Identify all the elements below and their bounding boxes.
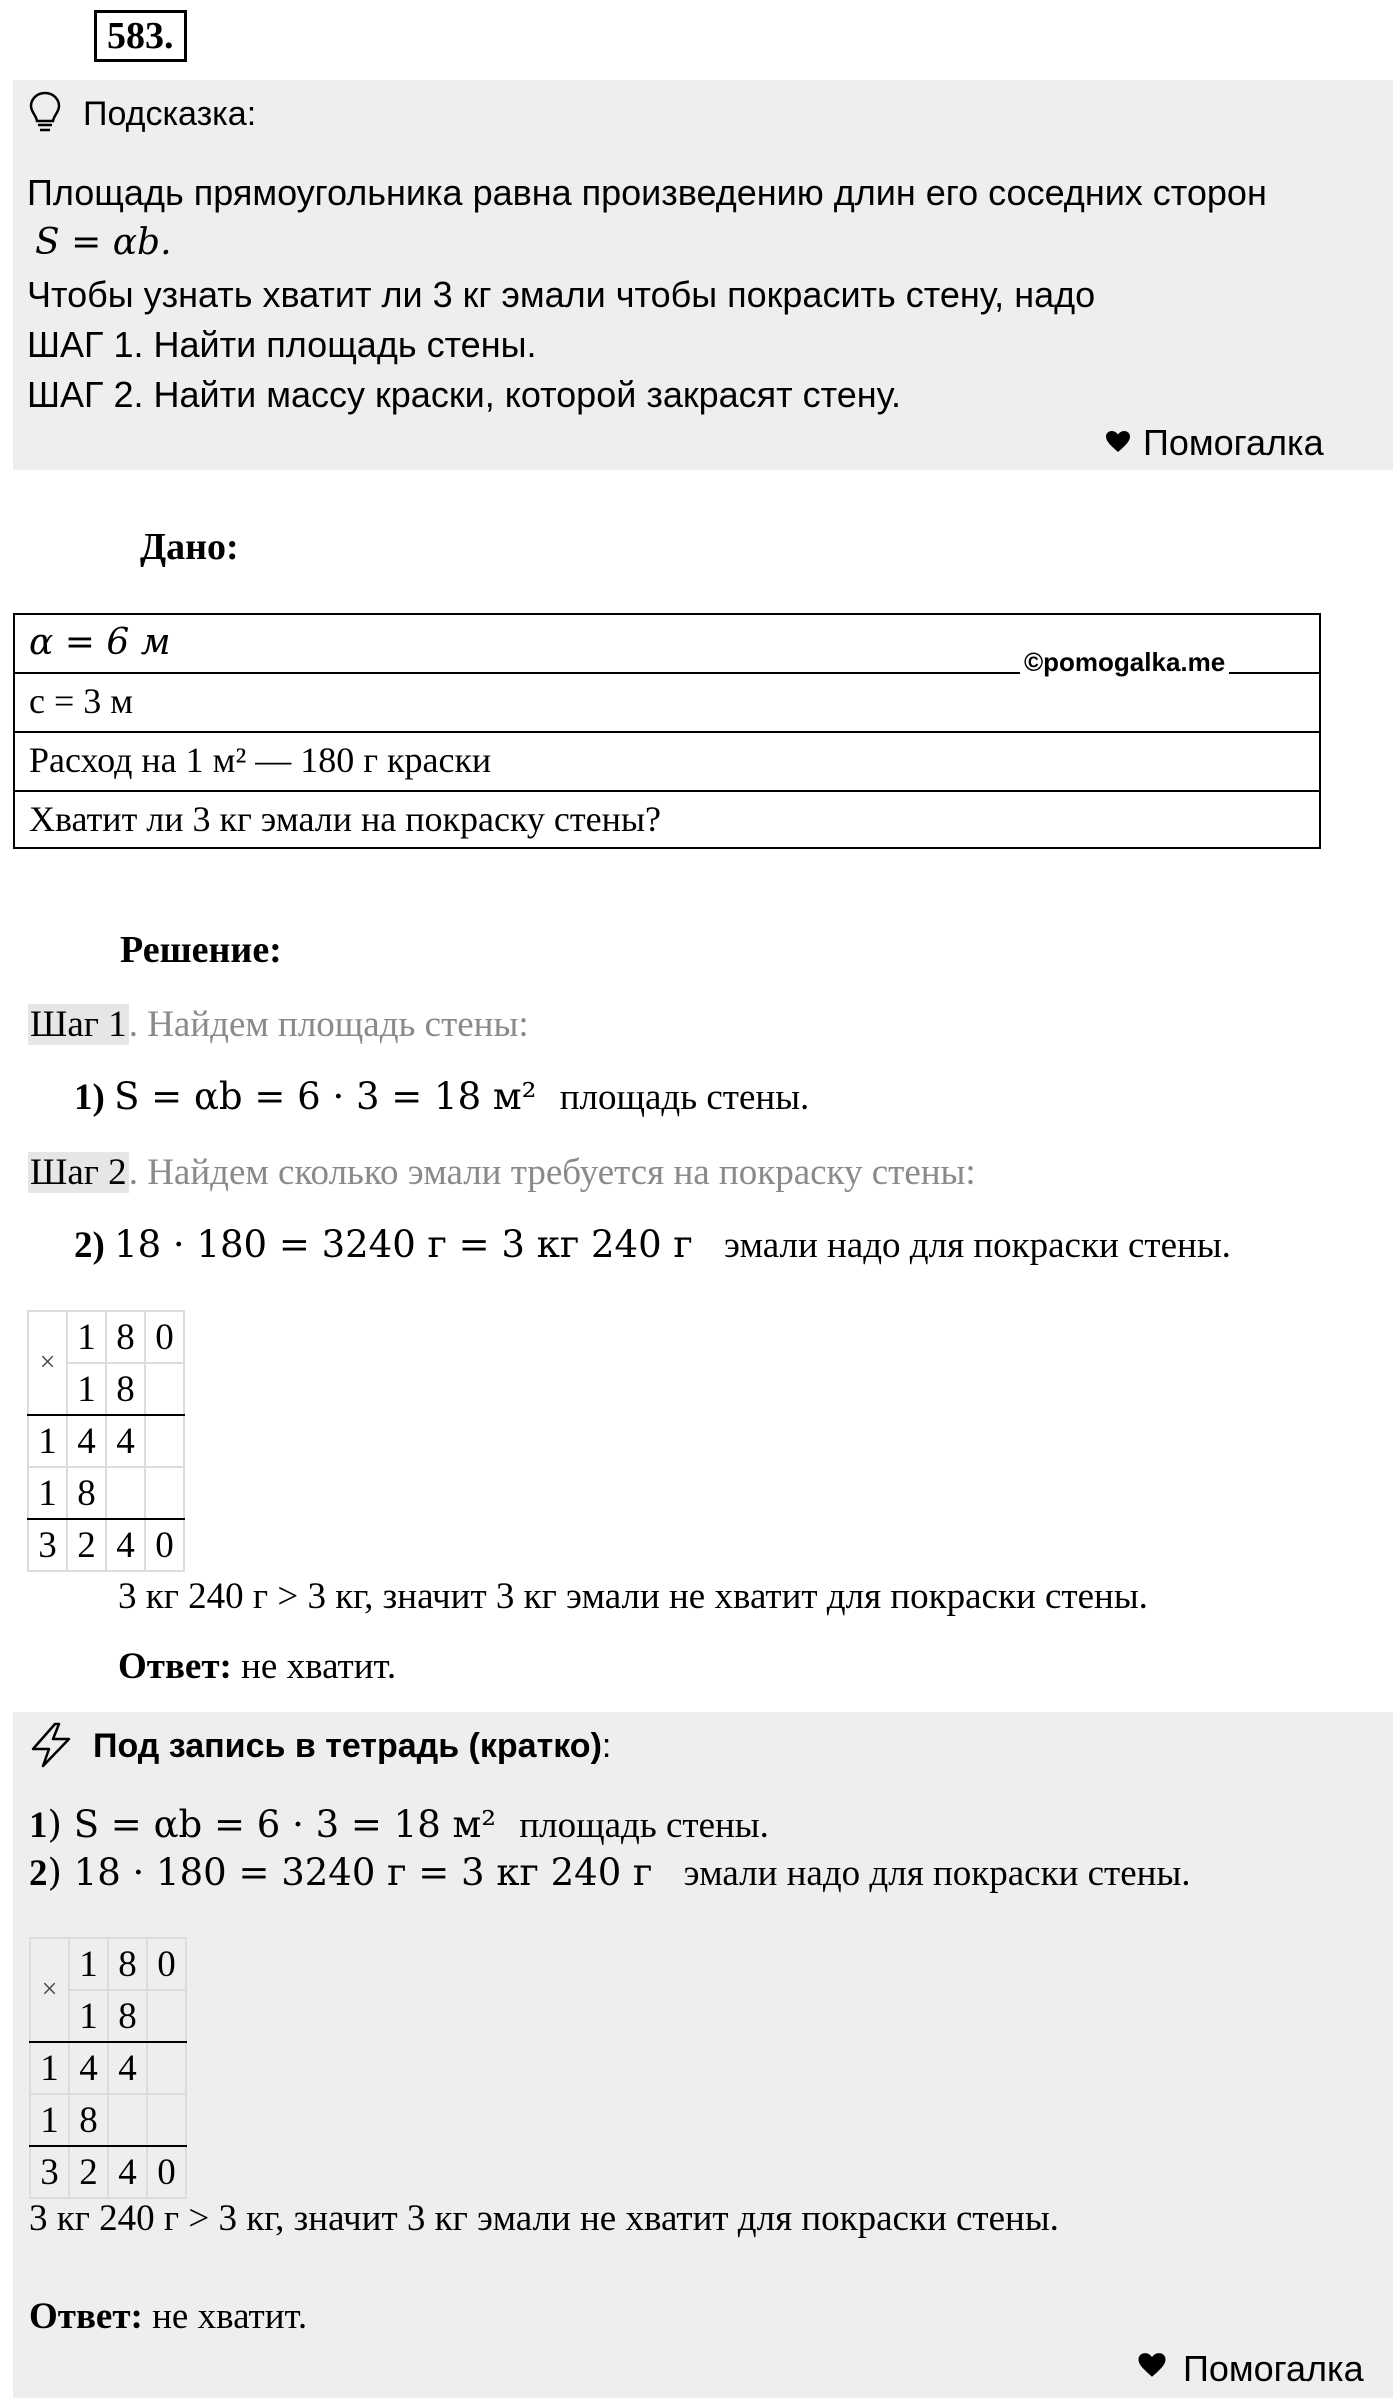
digit-cell: [145, 1415, 184, 1467]
task-number: 583.: [94, 10, 187, 62]
digit-cell: 4: [106, 1519, 145, 1571]
digit-cell: 0: [145, 1519, 184, 1571]
solution-answer: [118, 1642, 396, 1692]
hint-panel: [13, 80, 1393, 470]
digit-cell: 1: [69, 1990, 108, 2042]
digit-cell: 3: [28, 1519, 67, 1571]
notes-comparison: 3 кг 240 г > 3 кг, значит 3 кг эмали не хватит для покраски стены.: [29, 2198, 1059, 2239]
notes-eq-2-text: эмали надо для покраски стены.: [683, 1853, 1191, 1894]
digit-cell: 1: [28, 1467, 67, 1519]
given-row-text: α = 6 м: [29, 622, 171, 663]
hint-step-2: [27, 370, 901, 420]
hint-step-1-label: ШАГ 1.: [27, 324, 144, 365]
notes-eq-2: [29, 1848, 1191, 1899]
digit-cell: 2: [67, 1519, 106, 1571]
hint-brand: Помогалка: [1143, 422, 1324, 463]
notes-title-colon: :: [601, 1727, 612, 1765]
digit-cell: 8: [106, 1363, 145, 1415]
eq-1-text: площадь стены.: [559, 1077, 810, 1118]
given-row-text: Хватит ли 3 кг эмали на покраску стены?: [29, 799, 662, 839]
digit-cell: 8: [108, 1938, 147, 1990]
given-row: [13, 790, 1321, 849]
hint-line-3: Чтобы узнать хватит ли 3 кг эмали чтобы покрасить стену, надо: [27, 274, 1096, 315]
given-row-text: Расход на 1 м² — 180 г краски: [29, 740, 492, 780]
step-2-text: . Найдем сколько эмали требуется на покраску стены:: [128, 1152, 976, 1193]
digit-cell: 1: [67, 1311, 106, 1363]
digit-cell: 2: [69, 2146, 108, 2198]
hint-step-2-label: ШАГ 2.: [27, 374, 144, 415]
digit-cell: 1: [67, 1363, 106, 1415]
solution-comparison: 3 кг 240 г > 3 кг, значит 3 кг эмали не хватит для покраски стены.: [118, 1576, 1148, 1617]
lightbulb-icon: [27, 90, 63, 134]
solution-step-2: [28, 1148, 976, 1198]
notes-title: [93, 1726, 611, 1766]
notes-eq-1: [29, 1800, 769, 1851]
digit-cell: 4: [69, 2042, 108, 2094]
times-sign: ×: [30, 1938, 69, 2042]
step-1-label: Шаг 1: [30, 1004, 127, 1045]
eq-2-formula: 18 · 180 = 3240 г = 3 кг 240 г: [114, 1223, 693, 1266]
digit-cell: [145, 1363, 184, 1415]
digit-cell: 1: [30, 2042, 69, 2094]
notes-answer-label: Ответ:: [29, 2296, 143, 2337]
eq-1-number: 1): [74, 1077, 105, 1118]
digit-cell: [147, 2042, 186, 2094]
digit-cell: [147, 1990, 186, 2042]
digit-cell: 4: [108, 2146, 147, 2198]
step-2-label: Шаг 2: [30, 1152, 127, 1193]
digit-cell: 8: [106, 1311, 145, 1363]
eq-1-formula: S = αb = 6 · 3 = 18 м²: [114, 1075, 537, 1118]
notes-answer: [29, 2292, 307, 2342]
notes-title-text: Под запись в тетрадь (кратко): [93, 1727, 602, 1765]
times-sign: ×: [28, 1311, 67, 1415]
watermark: ©pomogalka.me: [1020, 647, 1229, 678]
hint-line-1: Площадь прямоугольника равна произведению длин его соседних сторон: [27, 172, 1267, 213]
notes-eq-1-number: 1: [29, 1805, 48, 1846]
column-multiplication: [27, 1310, 185, 1572]
digit-cell: [145, 1467, 184, 1519]
digit-cell: 1: [69, 1938, 108, 1990]
hint-title: Подсказка:: [83, 95, 257, 133]
notes-eq-1-formula: ) S = αb = 6 · 3 = 18 м²: [47, 1803, 497, 1846]
digit-cell: 8: [108, 1990, 147, 2042]
digit-cell: 8: [67, 1467, 106, 1519]
digit-cell: 4: [67, 1415, 106, 1467]
notes-eq-2-number: 2: [29, 1853, 48, 1894]
notes-column-multiplication: [29, 1937, 187, 2199]
given-row: [13, 731, 1321, 790]
lightning-icon: [29, 1722, 73, 1768]
heart-icon: [1137, 2352, 1167, 2379]
notes-panel: [13, 1712, 1393, 2398]
digit-cell: 8: [69, 2094, 108, 2146]
notes-eq-1-text: площадь стены.: [519, 1805, 769, 1846]
digit-cell: [106, 1467, 145, 1519]
hint-step-2-text: Найти массу краски, которой закрасят стену.: [143, 374, 902, 415]
given-row: [13, 672, 1321, 731]
solution-eq-1: [74, 1072, 809, 1123]
digit-cell: 4: [106, 1415, 145, 1467]
digit-cell: 1: [30, 2094, 69, 2146]
eq-2-text: эмали надо для покраски стены.: [724, 1225, 1231, 1266]
digit-cell: 0: [145, 1311, 184, 1363]
hint-formula: S = αb.: [35, 222, 172, 263]
solution-eq-2: [74, 1220, 1231, 1271]
digit-cell: 3: [30, 2146, 69, 2198]
notes-brand: Помогалка: [1183, 2348, 1364, 2389]
digit-cell: [147, 2094, 186, 2146]
answer-text: не хватит.: [231, 1646, 397, 1687]
step-1-text: . Найдем площадь стены:: [128, 1004, 529, 1045]
digit-cell: 0: [147, 2146, 186, 2198]
hint-step-1: [27, 320, 536, 370]
notes-eq-2-formula: ) 18 · 180 = 3240 г = 3 кг 240 г: [47, 1851, 653, 1894]
digit-cell: 1: [28, 1415, 67, 1467]
solution-title: Решение:: [120, 929, 282, 971]
answer-label: Ответ:: [118, 1646, 232, 1687]
hint-step-1-text: Найти площадь стены.: [143, 324, 537, 365]
notes-answer-text: не хватит.: [142, 2296, 308, 2337]
digit-cell: 4: [108, 2042, 147, 2094]
digit-cell: [108, 2094, 147, 2146]
given-row-text: c = 3 м: [29, 681, 134, 721]
given-title: Дано:: [140, 526, 239, 568]
digit-cell: 0: [147, 1938, 186, 1990]
eq-2-number: 2): [74, 1225, 105, 1266]
heart-icon: [1105, 430, 1131, 454]
solution-step-1: [28, 1000, 529, 1050]
